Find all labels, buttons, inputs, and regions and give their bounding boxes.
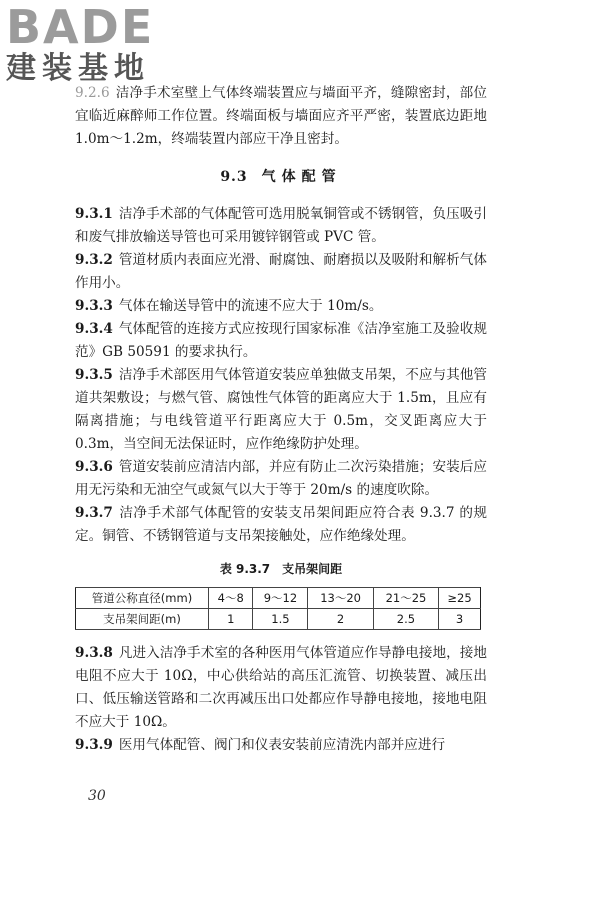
table-caption: 表 9.3.7 支吊架间距 — [219, 562, 343, 576]
clause-text: 气体配管的连接方式应按现行国家标准《洁净室施工及验收规范》GB 50591 的要求执行。 — [75, 321, 487, 360]
section-heading — [75, 166, 487, 189]
clause-text: 管道安装前应清洁内部，并应有防止二次污染措施；安装后应用无污染和无油空气或氮气以大于等于 20m/s 的速度吹除。 — [75, 459, 487, 498]
table-cell: 2.5 — [373, 609, 438, 630]
row-header: 支吊架间距(m) — [76, 609, 209, 630]
clause-text: 凡进入洁净手术室的各种医用气体管道应作导静电接地，接地电阻不应大于 10Ω，中心供给站的高压汇流管、切换装置、减压出口、低压输送管路和二次再减压出口处都应作导静电接地，接地电阻不应大于 10Ω。 — [75, 645, 487, 730]
clause-number: 9.3.2 — [75, 252, 113, 268]
clause-text: 洁净手术部气体配管的安装支吊架间距应符合表 9.3.7 的规定。铜管、不锈钢管道与支吊架接触处，应作绝缘处理。 — [75, 505, 487, 544]
clause-text: 洁净手术室壁上气体终端装置应与墙面平齐，缝隙密封，部位宜临近麻醉师工作位置。终端面板与墙面应齐平严密，装置底边距地 1.0m～1.2m，终端装置内部应干净且密封。 — [75, 85, 487, 147]
clause-text: 管道材质内表面应光滑、耐腐蚀、耐磨损以及吸附和解析气体作用小。 — [75, 252, 487, 291]
clause-number: 9.3.5 — [75, 367, 113, 383]
clause-9-3-1 — [75, 203, 487, 249]
table-cell: 3 — [439, 609, 481, 630]
table-row — [76, 588, 481, 609]
clause-number: 9.3.1 — [75, 206, 113, 222]
clause-9-3-8 — [75, 642, 487, 734]
clause-text: 医用气体配管、阀门和仪表安装前应清洗内部并应进行 — [118, 737, 446, 753]
watermark-logo — [6, 0, 186, 86]
clause-9-2-6 — [75, 82, 487, 151]
table-row — [76, 609, 481, 630]
table-cell: 1 — [209, 609, 253, 630]
table-cell: 21～25 — [373, 588, 438, 609]
clause-9-3-2 — [75, 249, 487, 295]
clause-9-3-3 — [75, 295, 487, 318]
hanger-spacing-table — [75, 587, 481, 630]
clause-9-3-4 — [75, 318, 487, 364]
clauses-after-table — [75, 642, 487, 757]
clause-number: 9.3.4 — [75, 321, 113, 337]
clause-9-3-5 — [75, 364, 487, 456]
clause-9-3-9 — [75, 734, 487, 757]
table-cell: 9～12 — [253, 588, 308, 609]
clause-number: 9.3.8 — [75, 645, 113, 661]
clause-number: 9.2.6 — [75, 85, 110, 101]
logo-subtitle: 建装基地 — [6, 51, 150, 86]
row-header: 管道公称直径(mm) — [76, 588, 209, 609]
table-cell: 2 — [308, 609, 373, 630]
page-number: 30 — [88, 788, 106, 804]
clause-9-3-6 — [75, 456, 487, 502]
logo-text: BADE — [6, 0, 155, 54]
page-body — [75, 82, 487, 757]
clause-text: 洁净手术部的气体配管可选用脱氧铜管或不锈钢管，负压吸引和废气排放输送导管也可采用镀锌钢管或 PVC 管。 — [75, 206, 487, 245]
clause-number: 9.3.3 — [75, 298, 113, 314]
table-cell: 4～8 — [209, 588, 253, 609]
clause-9-3-7 — [75, 502, 487, 548]
section-title: 气体配管 — [261, 169, 342, 185]
section-number: 9.3 — [220, 169, 248, 185]
table-cell: 1.5 — [253, 609, 308, 630]
clause-number: 9.3.9 — [75, 737, 113, 753]
clause-number: 9.3.7 — [75, 505, 113, 521]
clause-text: 气体在输送导管中的流速不应大于 10m/s。 — [118, 298, 383, 314]
table-cell: 13～20 — [308, 588, 373, 609]
clause-number: 9.3.6 — [75, 459, 113, 475]
table-cell: ≥25 — [439, 588, 481, 609]
clause-text: 洁净手术部医用气体管道安装应单独做支吊架，不应与其他管道共架敷设；与燃气管、腐蚀性气体管的距离应大于 1.5m，且应有隔离措施；与电线管道平行距离应大于 0.5m，交叉距离应大于 0.3m，当空间无法保证时，应作绝缘防护处理。 — [75, 367, 487, 452]
